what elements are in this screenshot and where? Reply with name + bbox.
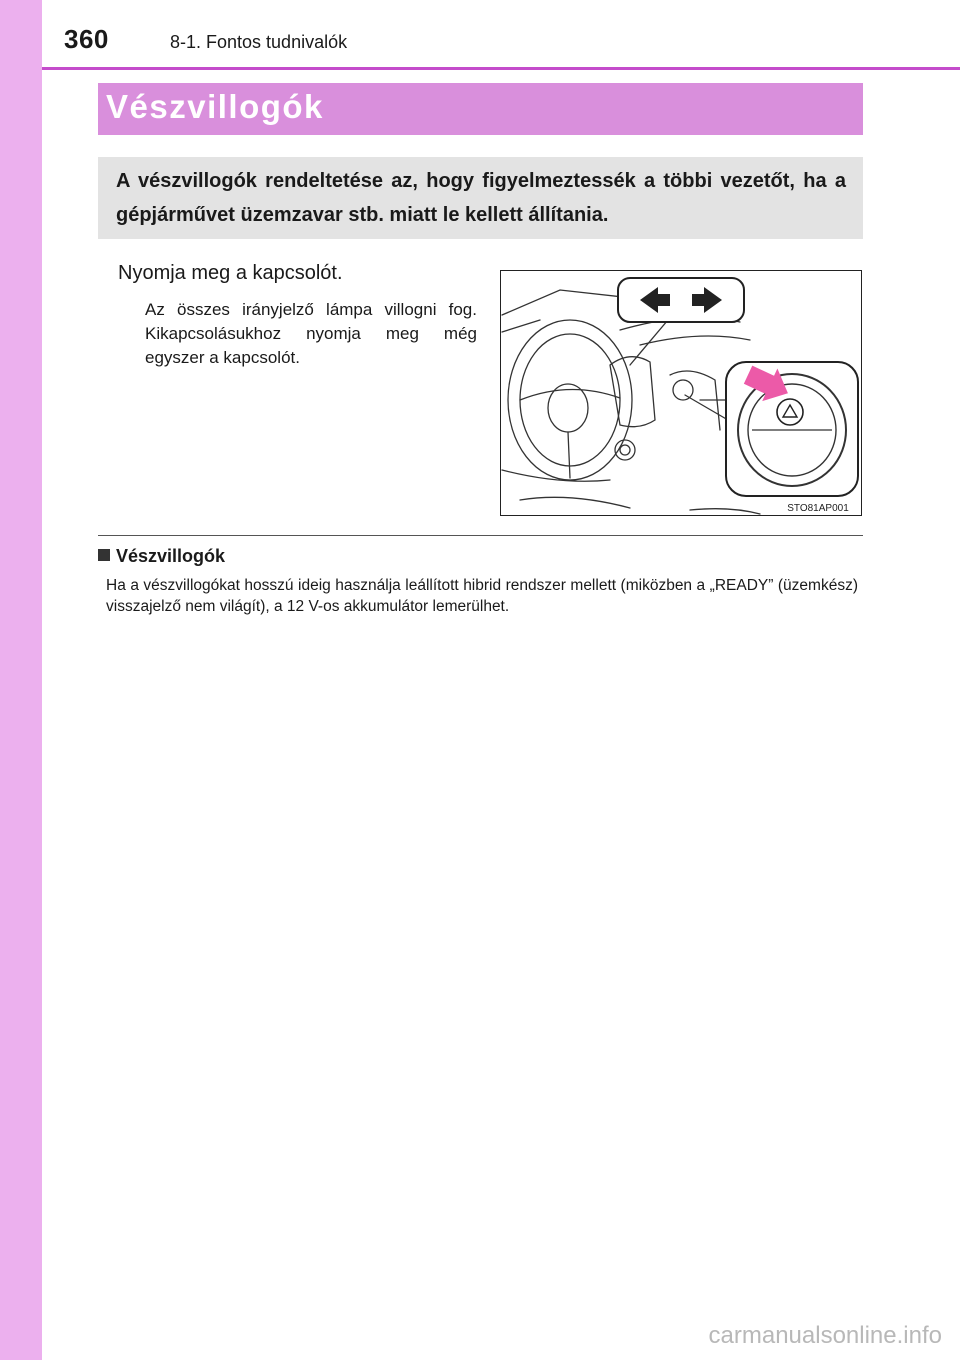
hazard-switch-illustration xyxy=(500,270,862,516)
note-heading xyxy=(98,546,225,567)
page-number: 360 xyxy=(64,24,109,54)
step-title: Nyomja meg a kapcsolót. xyxy=(118,262,343,284)
step-description: Az összes irányjelző lámpa villogni fog. Kikapcsolásukhoz nyomja meg még egyszer a kapcsolót. xyxy=(145,300,477,367)
chapter-side-strip xyxy=(0,0,42,1360)
section-rule xyxy=(98,535,863,536)
header-rule xyxy=(42,67,960,70)
page-title: Vészvillogók xyxy=(106,88,324,125)
note-heading-text: Vészvillogók xyxy=(116,546,226,566)
note-body: Ha a vészvillogókat hosszú ideig használja leállított hibrid rendszer mellett (miközben a „READY” (üzemkész) visszajelző nem világít), a 12 V-os akkumulátor lemerülhet. xyxy=(106,577,858,615)
intro-text: A vészvillogók rendeltetése az, hogy figyelmeztessék a többi vezetőt, ha a gépjárművet üzemzavar stb. miatt le kellett állítania. xyxy=(116,170,846,226)
figure-code: STO81AP001 xyxy=(787,503,849,514)
square-bullet-icon xyxy=(98,549,110,561)
watermark: carmanualsonline.info xyxy=(708,1322,942,1349)
section-reference: 8-1. Fontos tudnivalók xyxy=(170,32,348,52)
